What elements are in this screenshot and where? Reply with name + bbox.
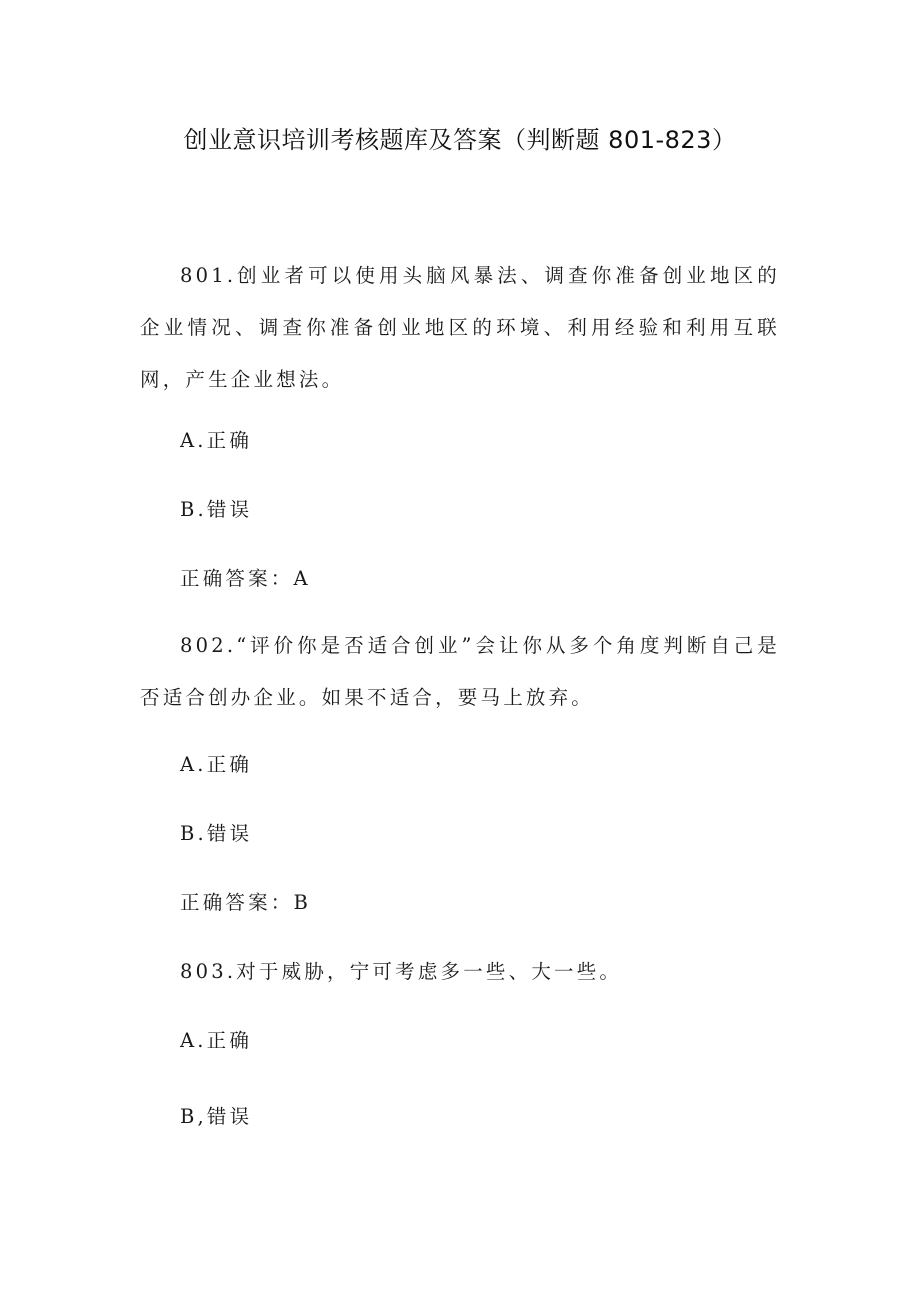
question-801-option-b: B.错误 bbox=[180, 498, 253, 521]
question-802-option-b: B.错误 bbox=[180, 822, 253, 845]
document-title: 创业意识培训考核题库及答案（判断题 801-823） bbox=[183, 126, 737, 154]
question-803-option-a: A.正确 bbox=[180, 1029, 253, 1052]
question-801-option-a: A.正确 bbox=[180, 429, 253, 452]
question-802-answer: 正确答案：B bbox=[180, 891, 312, 914]
question-801-answer: 正确答案：A bbox=[180, 567, 311, 590]
question-802-option-a: A.正确 bbox=[180, 753, 253, 776]
question-803-text: 803.对于威胁，宁可考虑多一些、大一些。 bbox=[180, 960, 623, 983]
question-801-text: 801.创业者可以使用头脑风暴法、调查你准备创业地区的企业情况、调查你准备创业地区的环境、利用经验和利用互联网，产生企业想法。 bbox=[140, 264, 780, 391]
question-802-text: 802.“评价你是否适合创业”会让你从多个角度判断自己是否适合创办企业。如果不适合，要马上放弃。 bbox=[140, 634, 780, 709]
question-803-option-b: B,错误 bbox=[180, 1105, 253, 1128]
